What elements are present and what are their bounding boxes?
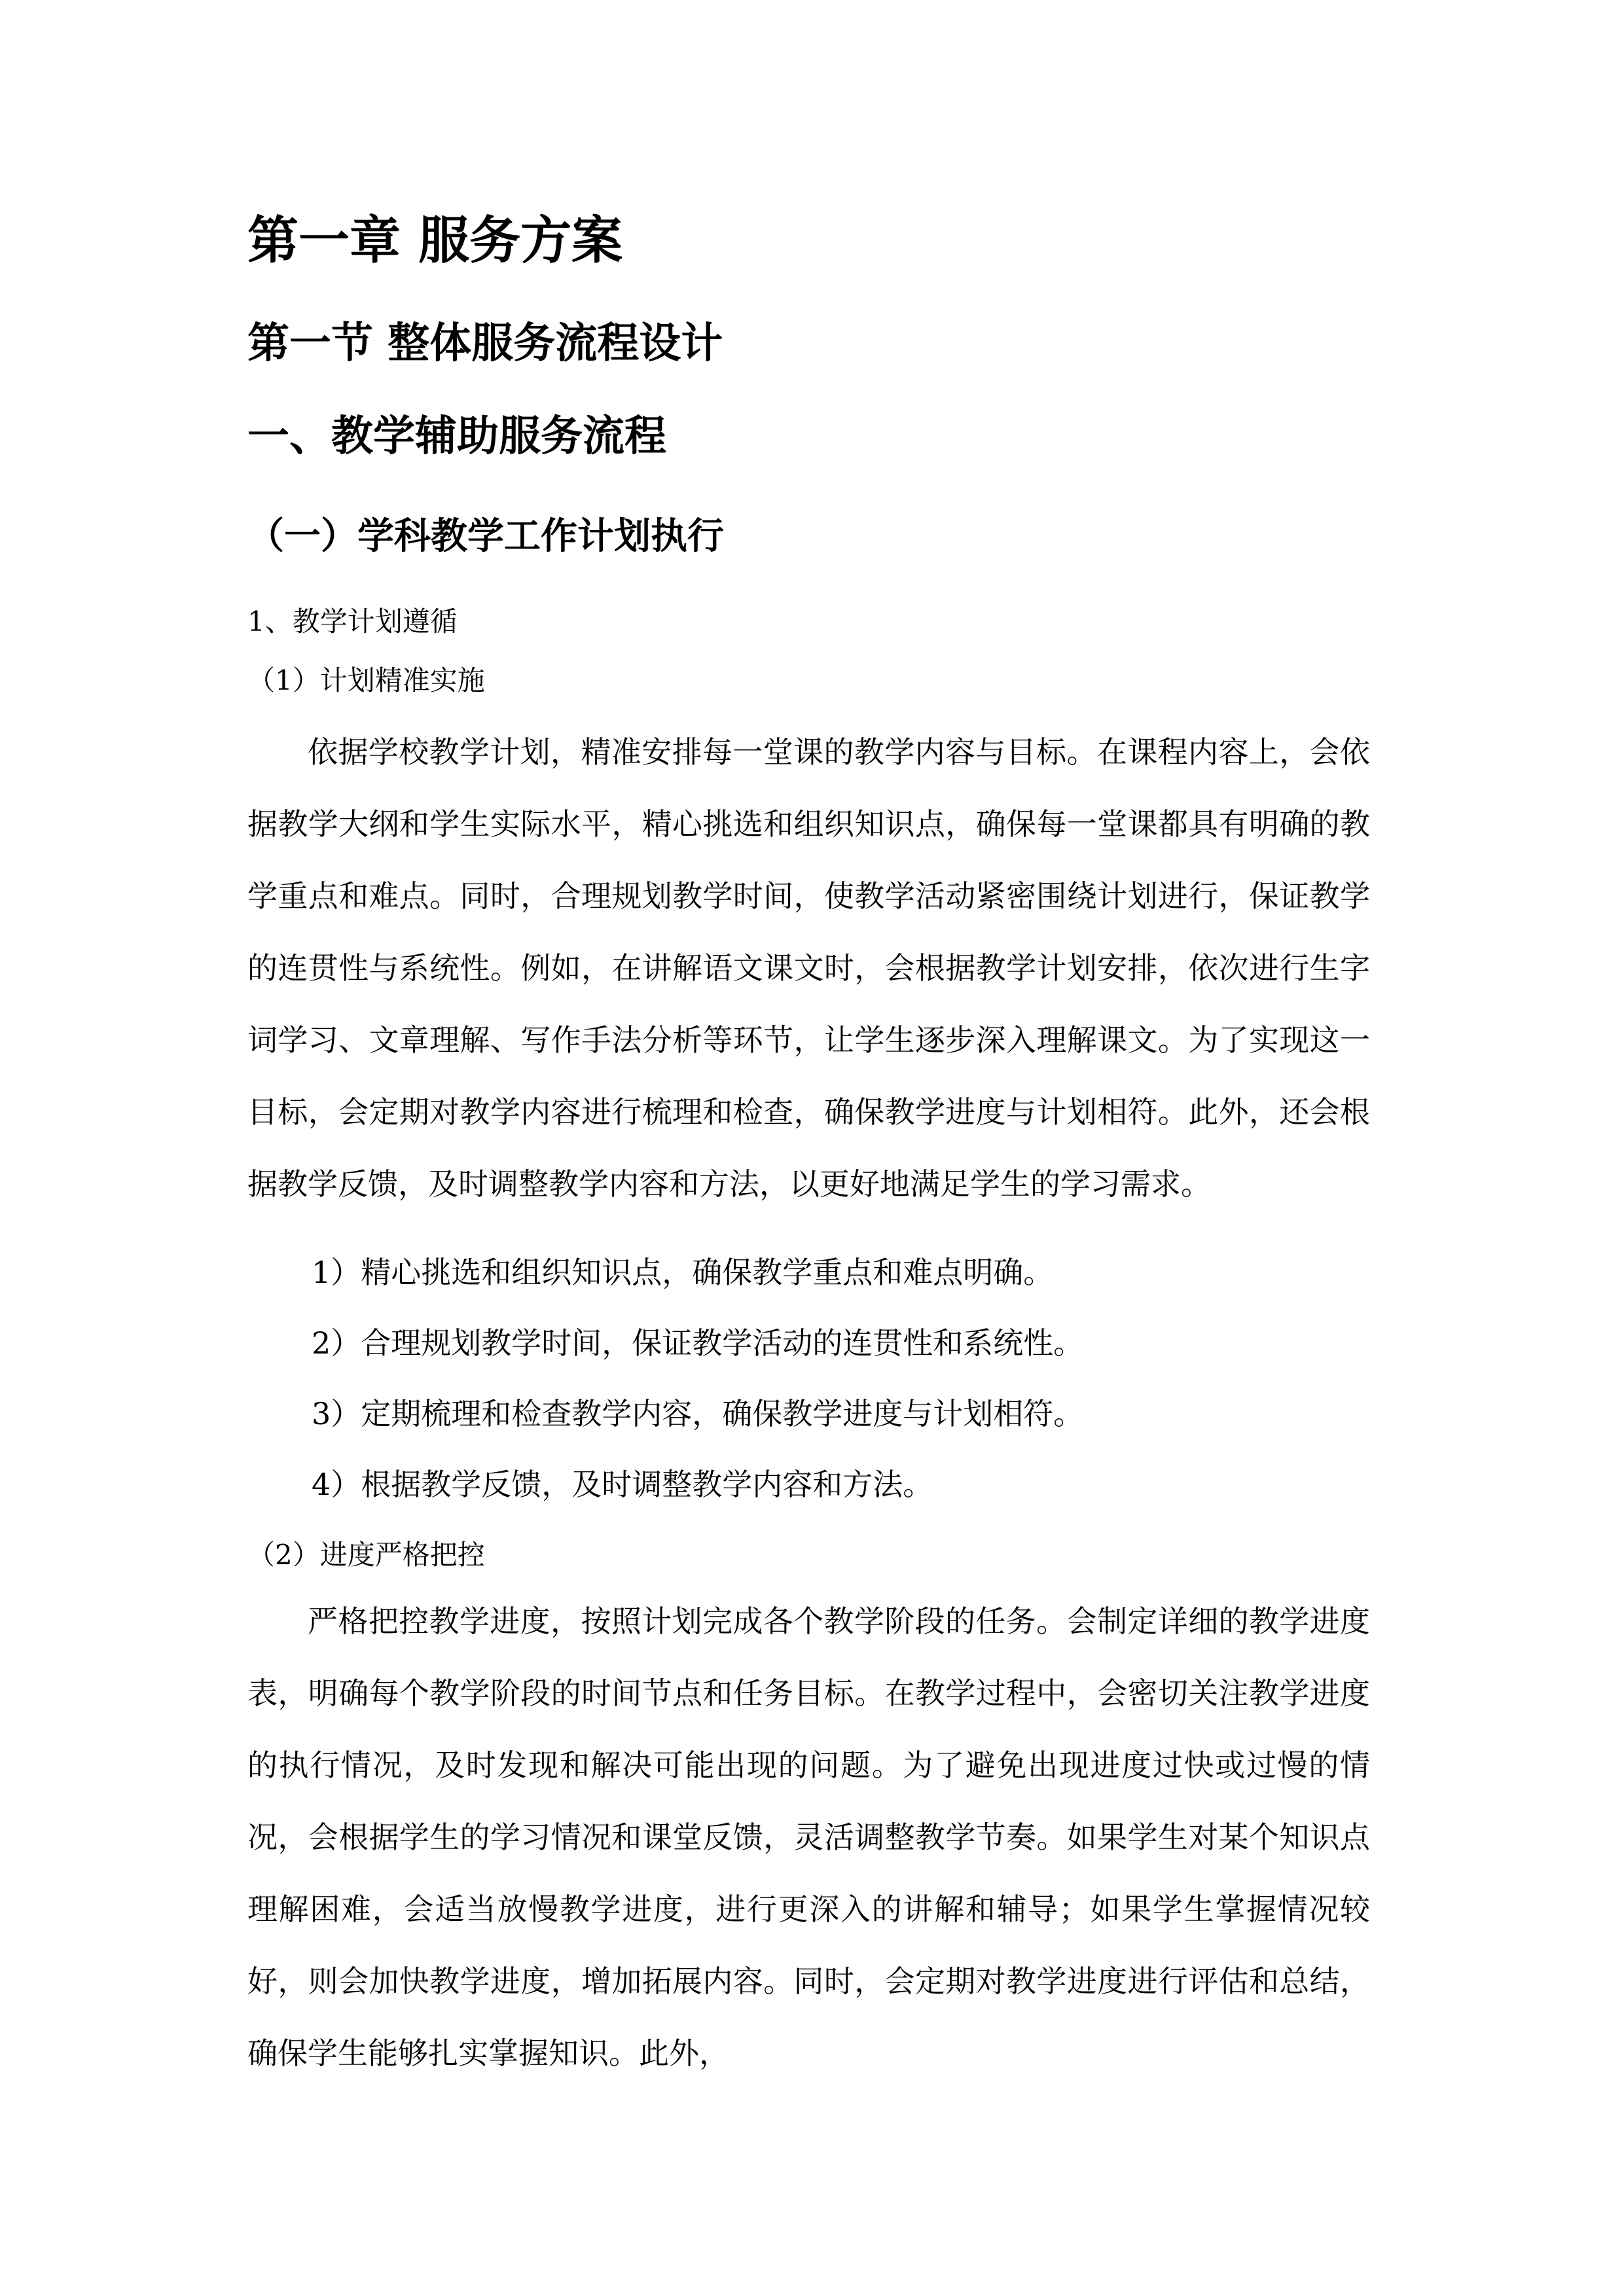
chapter-title: 第一章 服务方案: [247, 211, 623, 270]
item-title: 1、教学计划遵循: [247, 605, 458, 637]
sub1-paragraph: 依据学校教学计划，精准安排每一堂课的教学内容与目标。在课程内容上，会依据教学大纲和学生实际水平，精心挑选和组织知识点，确保每一堂课都具有明确的教学重点和难点。同时，合理规划教学时间，使教学活动紧密围绕计划进行，保证教学的连贯性与系统性。例如，在讲解语文课文时，会根据教学计划安排，依次进行生字词学习、文章理解、写作手法分析等环节，让学生逐步深入理解课文。为了实现这一目标，会定期对教学内容进行梳理和检查，确保教学进度与计划相符。此外，还会根据教学反馈，及时调整教学内容和方法，以更好地满足学生的学习需求。: [247, 734, 1370, 1202]
sub1-title: （1）计划精准实施: [247, 664, 485, 696]
sub2-title: （2）进度严格把控: [247, 1539, 485, 1571]
sub2-paragraph: 严格把控教学进度，按照计划完成各个教学阶段的任务。会制定详细的教学进度表，明确每个教学阶段的时间节点和任务目标。在教学过程中，会密切关注教学进度的执行情况，及时发现和解决可能出现的问题。为了避免出现进度过快或过慢的情况，会根据学生的学习情况和课堂反馈，灵活调整教学节奏。如果学生对某个知识点理解困难，会适当放慢教学进度，进行更深入的讲解和辅导；如果学生掌握情况较好，则会加快教学进度，增加拓展内容。同时，会定期对教学进度进行评估和总结，确保学生能够扎实掌握知识。此外，: [247, 1604, 1370, 2071]
list-item: 3）定期梳理和检查教学内容，确保教学进度与计划相符。: [312, 1396, 1084, 1431]
part-title: （一）学科教学工作计划执行: [247, 514, 724, 558]
list-item: 1）精心挑选和组织知识点，确保教学重点和难点明确。: [312, 1255, 1054, 1290]
list-item: 2）合理规划教学时间，保证教学活动的连贯性和系统性。: [312, 1325, 1084, 1361]
list-item: 4）根据教学反馈，及时调整教学内容和方法。: [312, 1467, 933, 1502]
section-title: 第一节 整体服务流程设计: [247, 319, 723, 368]
subsection-title: 一、教学辅助服务流程: [247, 412, 666, 461]
